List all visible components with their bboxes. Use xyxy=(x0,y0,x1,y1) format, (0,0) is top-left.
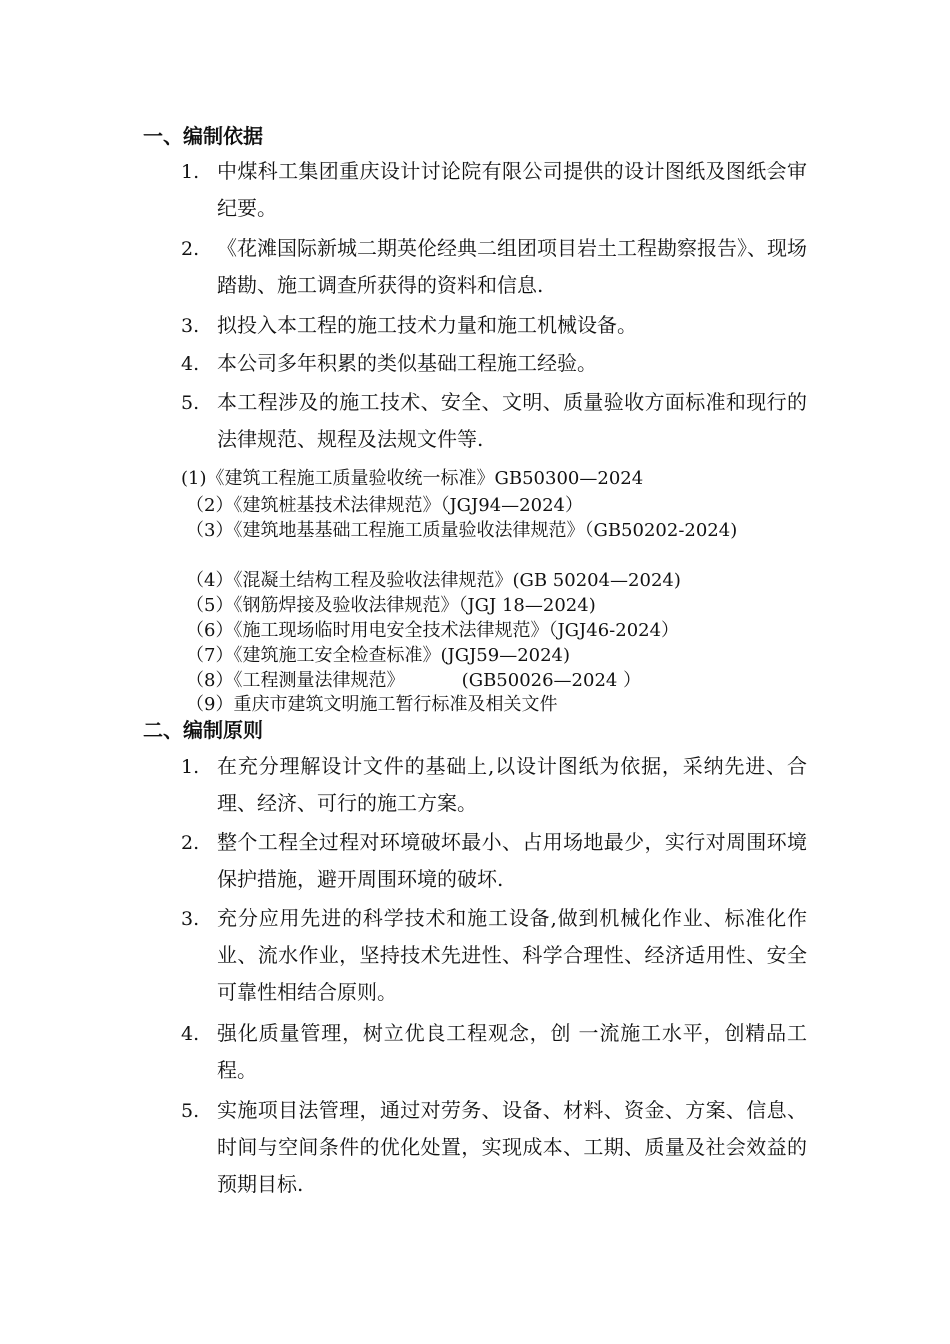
list-number: 2. xyxy=(181,832,200,854)
list-item: 充分应用先进的科学技术和施工设备,做到机械化作业、标准化作业、流水作业，坚持技术先进性、科学合理性、经济适用性、安全可靠性相结合原则。 xyxy=(217,906,807,1004)
section-heading-principles: 二、编制原则 xyxy=(143,718,263,742)
standard-item: （4）《混凝土结构工程及验收法律规范》(GB 50204—2024) xyxy=(186,570,681,591)
standard-item: （6）《施工现场临时用电安全技术法律规范》（JGJ46-2024） xyxy=(186,620,680,641)
list-item: 《花滩国际新城二期英伦经典二组团项目岩土工程勘察报告》、现场踏勘、施工调查所获得的资料和信息. xyxy=(217,236,807,297)
list-number: 3. xyxy=(181,315,200,337)
standard-item: （7）《建筑施工安全检查标准》(JGJ59—2024) xyxy=(186,645,571,666)
list-number: 4. xyxy=(181,353,200,375)
standard-item: （9）重庆市建筑文明施工暂行标准及相关文件 xyxy=(186,694,558,715)
list-item: 拟投入本工程的施工技术力量和施工机械设备。 xyxy=(217,313,637,337)
section-heading-basis: 一、编制依据 xyxy=(143,124,263,148)
list-item: 本工程涉及的施工技术、安全、文明、质量验收方面标准和现行的法律规范、规程及法规文件等. xyxy=(217,390,807,451)
list-number: 5. xyxy=(181,392,200,414)
list-number: 4. xyxy=(181,1023,200,1045)
list-number: 2. xyxy=(181,238,200,260)
standard-item: （5）《钢筋焊接及验收法律规范》（JGJ 18—2024) xyxy=(186,595,596,616)
list-item: 整个工程全过程对环境破坏最小、占用场地最少，实行对周围环境保护措施，避开周围环境的破坏. xyxy=(217,830,807,891)
list-number: 3. xyxy=(181,908,200,930)
list-number: 1. xyxy=(181,756,200,778)
list-item: 在充分理解设计文件的基础上,以设计图纸为依据，采纳先进、合理、经济、可行的施工方案。 xyxy=(217,754,807,815)
list-item: 实施项目法管理，通过对劳务、设备、材料、资金、方案、信息、时间与空间条件的优化处置，实现成本、工期、质量及社会效益的预期目标. xyxy=(217,1098,807,1196)
list-item: 中煤科工集团重庆设计讨论院有限公司提供的设计图纸及图纸会审纪要。 xyxy=(217,159,807,220)
standard-item: （3）《建筑地基基础工程施工质量验收法律规范》（GB50202-2024) xyxy=(186,520,738,541)
standard-item: （8）《工程测量法律规范》 (GB50026—2024 ） xyxy=(186,670,642,691)
standard-item: （2）《建筑桩基技术法律规范》（JGJ94—2024） xyxy=(186,495,583,516)
list-number: 1. xyxy=(181,161,200,183)
list-number: 5. xyxy=(181,1100,200,1122)
list-item: 本公司多年积累的类似基础工程施工经验。 xyxy=(217,351,597,375)
standard-item: (1)《建筑工程施工质量验收统一标准》GB50300—2024 xyxy=(181,468,644,489)
list-item: 强化质量管理，树立优良工程观念，创 一流施工水平，创精品工程。 xyxy=(217,1021,807,1082)
